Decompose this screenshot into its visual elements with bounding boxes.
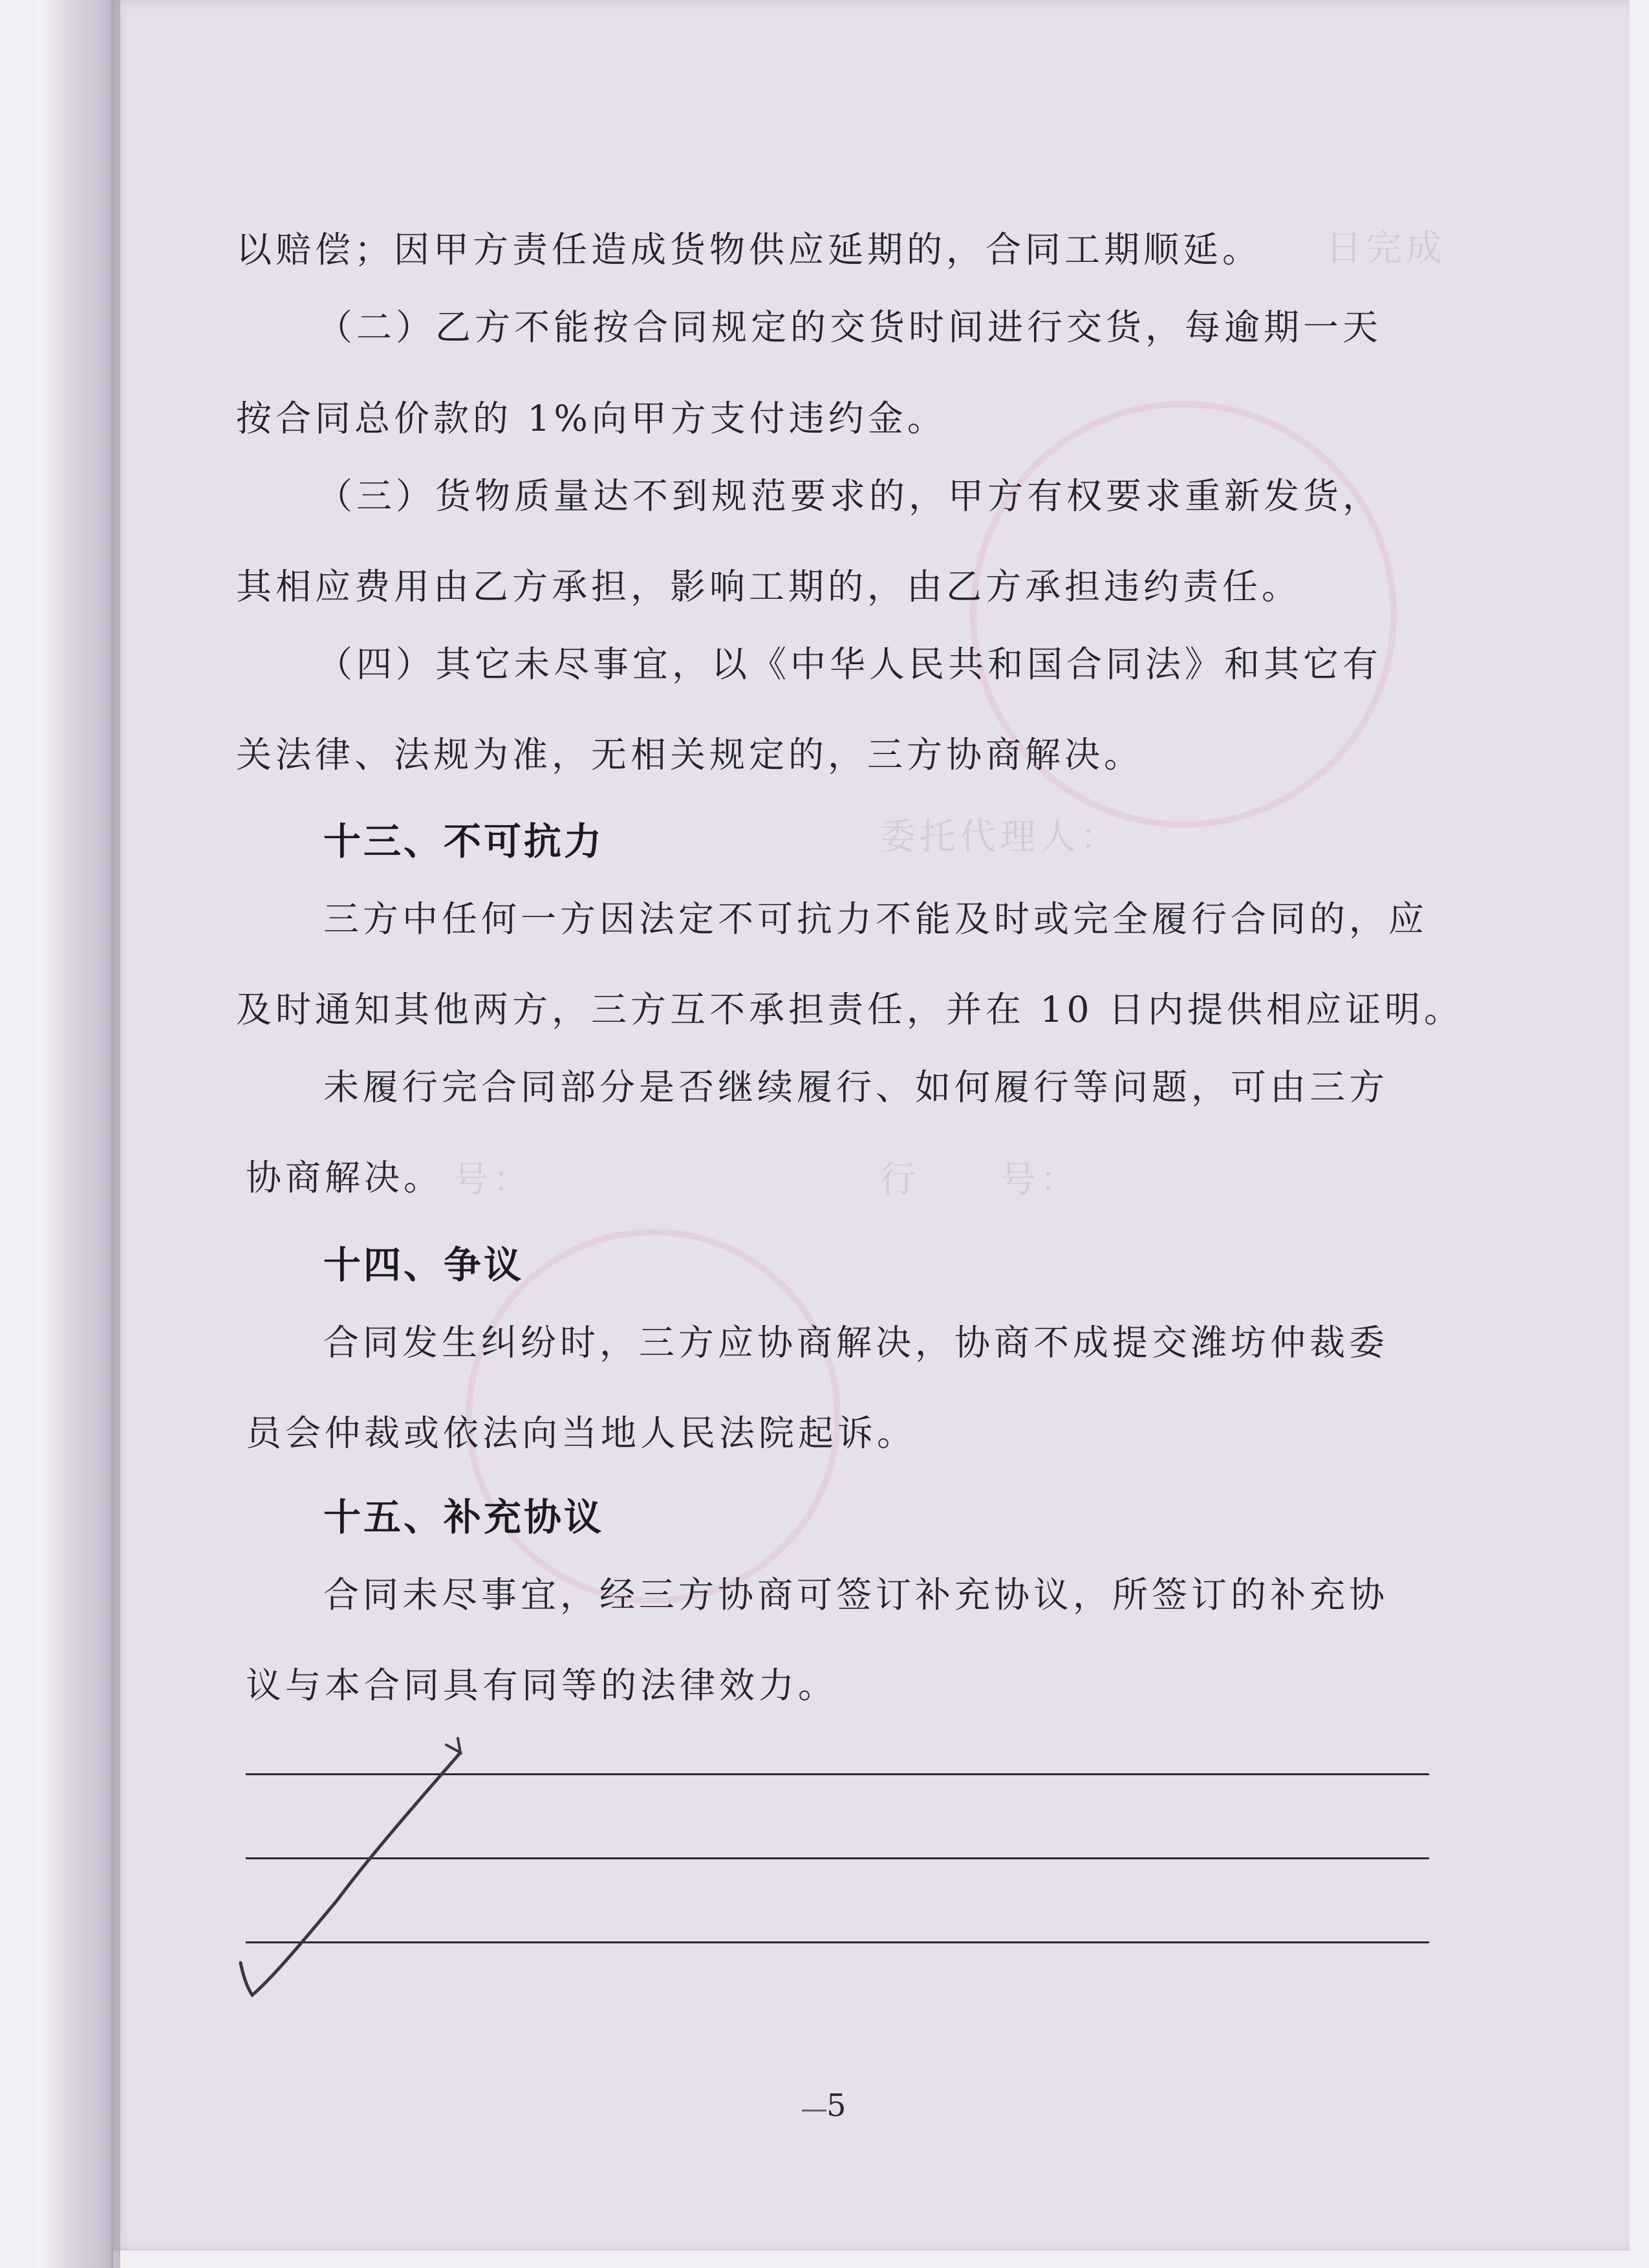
paragraph-line: （二）乙方不能按合同规定的交货时间进行交货，每逾期一天 — [317, 307, 1383, 348]
show-through-text: 行 号： — [879, 1159, 1080, 1201]
show-through-text: 号： — [453, 1159, 533, 1201]
show-through-text: 委托代理人： — [879, 816, 1120, 858]
paragraph-line: 其相应费用由乙方承担，影响工期的，由乙方承担违约责任。 — [236, 566, 1302, 607]
paragraph-line: 合同未尽事宜，经三方协商可签订补充协议，所签订的补充协 — [323, 1574, 1389, 1615]
paragraph-line: 关法律、法规为准，无相关规定的，三方协商解决。 — [236, 734, 1144, 775]
binding-shadow — [111, 0, 120, 2268]
paragraph-line: 员会仲裁或依法向当地人民法院起诉。 — [246, 1412, 917, 1454]
paragraph-line: 议与本合同具有同等的法律效力。 — [246, 1665, 838, 1706]
show-through-text: 日完成 — [1326, 228, 1446, 270]
pen-strike-mark — [233, 1707, 491, 2005]
section-heading: 十三、不可抗力 — [323, 819, 605, 863]
paragraph-line: 协商解决。 — [246, 1157, 444, 1198]
paragraph-line: 按合同总价款的 1%向甲方支付违约金。 — [236, 398, 947, 439]
paragraph-line: 以赔偿；因甲方责任造成货物供应延期的，合同工期顺延。 — [236, 229, 1262, 270]
section-heading: 十四、争议 — [323, 1243, 524, 1287]
section-heading: 十五、补充协议 — [323, 1495, 605, 1539]
paragraph-line: 未履行完合同部分是否继续履行、如何履行等问题，可由三方 — [323, 1066, 1389, 1108]
binding-spine — [39, 0, 113, 2268]
paragraph-line: （四）其它未尽事宜，以《中华人民共和国合同法》和其它有 — [317, 643, 1383, 685]
paragraph-line: （三）货物质量达不到规范要求的，甲方有权要求重新发货， — [317, 475, 1383, 517]
page-number: 5 — [826, 2088, 846, 2124]
paragraph-line: 及时通知其他两方，三方互不承担责任，并在 10 日内提供相应证明。 — [236, 989, 1463, 1030]
paragraph-line: 合同发生纠纷时，三方应协商解决，协商不成提交潍坊仲裁委 — [323, 1322, 1389, 1363]
paragraph-line: 三方中任何一方因法定不可抗力不能及时或完全履行合同的，应 — [323, 898, 1428, 940]
page-number-dash — [802, 2110, 826, 2111]
